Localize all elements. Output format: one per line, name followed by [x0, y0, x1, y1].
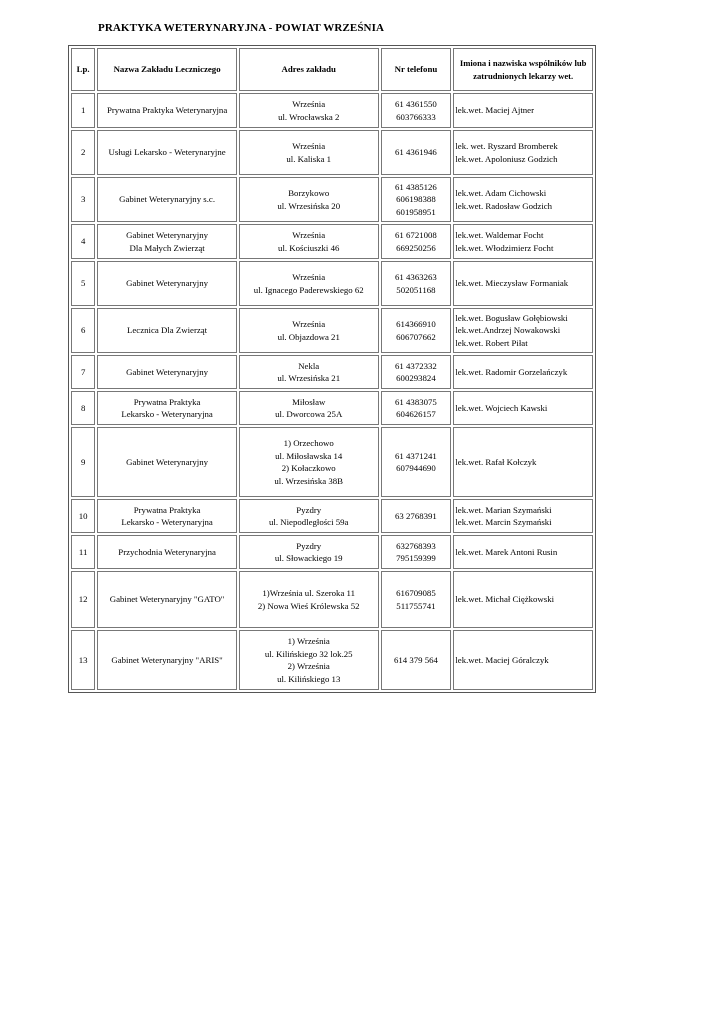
table-row — [71, 630, 593, 690]
cell-address-line: ul. Kilińskiego 13 — [277, 673, 341, 684]
table-row — [71, 177, 593, 222]
cell-vets-line: lek.wet. Marcin Szymański — [455, 517, 552, 527]
cell-address-line: 2) Nowa Wieś Królewska 52 — [257, 600, 360, 611]
cell-vets-line: lek.wet. Maciej Ajtner — [455, 105, 535, 116]
table-row — [71, 93, 593, 128]
cell-phone — [381, 630, 452, 690]
cell-phone-line: 502051168 — [396, 284, 436, 295]
cell-name — [97, 535, 237, 569]
cell-vets — [453, 177, 593, 222]
cell-name-line: Lekarsko - Weterynaryjna — [121, 409, 213, 419]
cell-vets — [453, 308, 593, 353]
cell-address-line: ul. Objazdowa 21 — [277, 331, 340, 342]
cell-vets — [453, 571, 593, 628]
cell-phone-line: 795159399 — [396, 553, 436, 563]
cell-phone-line: 61 4385126 — [395, 181, 437, 192]
cell-phone — [381, 427, 452, 497]
cell-vets-line: lek.wet. Bogusław Gołębiowski — [455, 312, 568, 323]
table-row — [71, 427, 593, 497]
cell-lp: 4 — [71, 224, 95, 259]
cell-name — [97, 355, 237, 389]
document-title: PRAKTYKA WETERYNARYJNA - POWIAT WRZEŚNIA — [98, 22, 385, 34]
cell-phone-line: 601958951 — [396, 206, 436, 217]
cell-name-line: Gabinet Weterynaryjny "GATO" — [109, 594, 225, 605]
cell-phone-line: 61 4371241 — [395, 450, 437, 461]
table-row — [71, 261, 593, 306]
cell-phone-line: 61 4361550 — [395, 99, 437, 109]
cell-address — [239, 177, 379, 222]
cell-address-line: ul. Niepodległości 59a — [269, 517, 349, 527]
cell-address-line: Września — [292, 319, 326, 329]
cell-vets-line: lek.wet. Rafał Kołczyk — [455, 456, 537, 467]
cell-phone-line: 606707662 — [396, 331, 436, 342]
cell-phone — [381, 93, 452, 128]
cell-lp: 13 — [71, 630, 95, 690]
cell-lp: 9 — [71, 427, 95, 497]
cell-vets — [453, 224, 593, 259]
cell-address-line: ul. Ignacego Paderewskiego 62 — [253, 284, 364, 295]
cell-address-line: 2) Września — [287, 661, 330, 671]
cell-name-line: Dla Małych Zwierząt — [129, 242, 205, 253]
cell-address-line: Borzykowo — [288, 188, 330, 198]
cell-vets-line: lek.wet. Michał Ciężkowski — [455, 594, 555, 605]
cell-lp: 8 — [71, 391, 95, 425]
table-row — [71, 391, 593, 425]
cell-address-line: Września — [292, 99, 326, 109]
cell-phone — [381, 355, 452, 389]
cell-address-line: ul. Kaliska 1 — [286, 153, 332, 164]
table-row — [71, 355, 593, 389]
cell-name-line: Gabinet Weterynaryjny — [126, 230, 209, 240]
cell-name-line: Gabinet Weterynaryjny — [126, 278, 209, 289]
cell-lp: 7 — [71, 355, 95, 389]
cell-phone-line: 669250256 — [396, 242, 436, 253]
cell-vets-line: lek.wet. Wojciech Kawski — [455, 402, 548, 413]
cell-phone-line: 61 4363263 — [395, 272, 437, 282]
cell-name-line: Lecznica Dla Zwierząt — [127, 325, 208, 336]
cell-address — [239, 130, 379, 175]
cell-lp: 12 — [71, 571, 95, 628]
cell-address-line: ul. Dworcowa 25A — [275, 409, 343, 419]
cell-phone — [381, 499, 452, 533]
cell-name — [97, 308, 237, 353]
cell-name — [97, 130, 237, 175]
cell-address — [239, 355, 379, 389]
cell-phone-line: 607944690 — [396, 463, 436, 473]
cell-vets — [453, 130, 593, 175]
cell-phone-line: 604626157 — [396, 409, 436, 419]
cell-vets — [453, 630, 593, 690]
cell-address-line: ul. Kilińskiego 32 lok.25 — [264, 648, 353, 659]
cell-name-line: Gabinet Weterynaryjny — [126, 456, 209, 467]
cell-lp: 10 — [71, 499, 95, 533]
cell-address — [239, 499, 379, 533]
table-row — [71, 224, 593, 259]
cell-lp: 6 — [71, 308, 95, 353]
cell-name — [97, 630, 237, 690]
cell-vets — [453, 355, 593, 389]
table-body — [71, 93, 593, 690]
cell-vets — [453, 499, 593, 533]
cell-address-line: Września — [292, 272, 326, 282]
cell-vets-line: lek.wet.Andrzej Nowakowski — [455, 325, 561, 336]
header-vets: Imiona i nazwiska wspólników lub zatrudnionych lekarzy wet. — [453, 48, 593, 91]
cell-address-line: Nekla — [298, 360, 320, 371]
cell-lp: 11 — [71, 535, 95, 569]
cell-vets-line: lek.wet. Apoloniusz Godzich — [455, 153, 558, 164]
cell-vets — [453, 93, 593, 128]
cell-lp: 3 — [71, 177, 95, 222]
cell-vets — [453, 261, 593, 306]
cell-vets-line: lek.wet. Marek Antoni Rusin — [455, 546, 558, 557]
header-lp: Lp. — [71, 48, 95, 91]
cell-name — [97, 499, 237, 533]
cell-vets-line: lek. wet. Ryszard Bromberek — [455, 141, 558, 151]
table-row — [71, 571, 593, 628]
cell-address — [239, 308, 379, 353]
cell-address-line: ul. Wrzesińska 20 — [277, 200, 341, 211]
cell-address — [239, 535, 379, 569]
cell-phone — [381, 177, 452, 222]
cell-vets-line: lek.wet. Waldemar Focht — [455, 230, 544, 240]
cell-vets-line: lek.wet. Robert Piłat — [455, 337, 528, 348]
cell-address-line: 2) Kołaczkowo — [281, 463, 336, 473]
cell-phone-line: 600293824 — [396, 373, 436, 383]
cell-address-line: Pyzdry — [296, 504, 322, 515]
cell-name-line: Lekarsko - Weterynaryjna — [121, 517, 213, 527]
table-row — [71, 499, 593, 533]
cell-address-line: ul. Kościuszki 46 — [278, 242, 340, 253]
cell-name-line: Prywatna Praktyka — [133, 396, 201, 407]
cell-phone-line: 61 4383075 — [395, 396, 437, 407]
cell-vets-line: lek.wet. Radosław Godzich — [455, 200, 553, 211]
cell-address — [239, 630, 379, 690]
cell-name — [97, 177, 237, 222]
cell-lp: 5 — [71, 261, 95, 306]
cell-vets-line: lek.wet. Mieczysław Formaniak — [455, 278, 569, 289]
cell-phone — [381, 571, 452, 628]
cell-address — [239, 427, 379, 497]
cell-phone-line: 606198388 — [396, 194, 436, 205]
cell-name — [97, 427, 237, 497]
veterinary-practices-table — [68, 45, 596, 693]
cell-phone — [381, 130, 452, 175]
cell-address — [239, 391, 379, 425]
cell-name — [97, 261, 237, 306]
cell-vets — [453, 391, 593, 425]
cell-name — [97, 224, 237, 259]
cell-phone — [381, 261, 452, 306]
cell-name-line: Gabinet Weterynaryjny "ARIS" — [111, 654, 223, 665]
cell-vets-line: lek.wet. Włodzimierz Focht — [455, 242, 554, 253]
cell-address-line: Miłosław — [292, 396, 326, 407]
cell-address-line: 1) Orzechowo — [283, 438, 334, 448]
cell-lp: 2 — [71, 130, 95, 175]
cell-address-line: ul. Słowackiego 19 — [274, 553, 343, 563]
cell-name-line: Gabinet Weterynaryjny — [126, 366, 209, 377]
cell-phone-line: 61 4372332 — [395, 360, 437, 371]
header-row — [71, 48, 593, 91]
cell-address-line: ul. Miłosławska 14 — [275, 450, 343, 461]
header-phone: Nr telefonu — [381, 48, 452, 91]
table-row — [71, 130, 593, 175]
cell-phone-line: 603766333 — [396, 111, 436, 122]
cell-phone-line: 616709085 — [396, 588, 436, 598]
cell-name — [97, 391, 237, 425]
cell-phone — [381, 391, 452, 425]
cell-phone-line: 614366910 — [396, 319, 436, 329]
cell-phone-line: 632768393 — [396, 540, 436, 551]
cell-name-line: Usługi Lekarsko - Weterynaryjne — [108, 147, 226, 158]
cell-name-line: Przychodnia Weterynaryjna — [118, 546, 216, 557]
cell-lp: 1 — [71, 93, 95, 128]
cell-address-line: ul. Wrzesińska 21 — [277, 373, 341, 383]
cell-vets — [453, 427, 593, 497]
cell-address-line: ul. Wrzesińska 38B — [274, 475, 344, 486]
cell-name-line: Prywatna Praktyka — [133, 504, 201, 515]
cell-address-line: 1)Września ul. Szeroka 11 — [262, 588, 356, 598]
cell-address — [239, 224, 379, 259]
table-row — [71, 535, 593, 569]
cell-address-line: 1) Września — [287, 636, 330, 646]
cell-phone-line: 61 6721008 — [395, 230, 437, 240]
cell-phone-line: 61 4361946 — [395, 147, 437, 158]
header-name: Nazwa Zakładu Leczniczego — [97, 48, 237, 91]
cell-address — [239, 261, 379, 306]
cell-name — [97, 571, 237, 628]
cell-phone-line: 63 2768391 — [395, 510, 437, 521]
cell-address — [239, 571, 379, 628]
cell-address-line: Września — [292, 230, 326, 240]
cell-phone-line: 511755741 — [396, 600, 436, 611]
cell-name-line: Gabinet Weterynaryjny s.c. — [119, 194, 216, 205]
cell-phone-line: 614 379 564 — [393, 654, 438, 665]
cell-name — [97, 93, 237, 128]
cell-vets — [453, 535, 593, 569]
header-address: Adres zakładu — [239, 48, 379, 91]
cell-address — [239, 93, 379, 128]
cell-address-line: Września — [292, 141, 326, 151]
cell-phone — [381, 308, 452, 353]
cell-phone — [381, 224, 452, 259]
cell-vets-line: lek.wet. Marian Szymański — [455, 504, 552, 515]
cell-address-line: ul. Wrocławska 2 — [278, 111, 340, 122]
cell-vets-line: lek.wet. Adam Cichowski — [455, 188, 547, 198]
cell-vets-line: lek.wet. Radomir Gorzelańczyk — [455, 366, 568, 377]
table-row — [71, 308, 593, 353]
cell-address-line: Pyzdry — [296, 540, 322, 551]
cell-phone — [381, 535, 452, 569]
cell-vets-line: lek.wet. Maciej Góralczyk — [455, 654, 549, 665]
cell-name-line: Prywatna Praktyka Weterynaryjna — [106, 105, 228, 116]
